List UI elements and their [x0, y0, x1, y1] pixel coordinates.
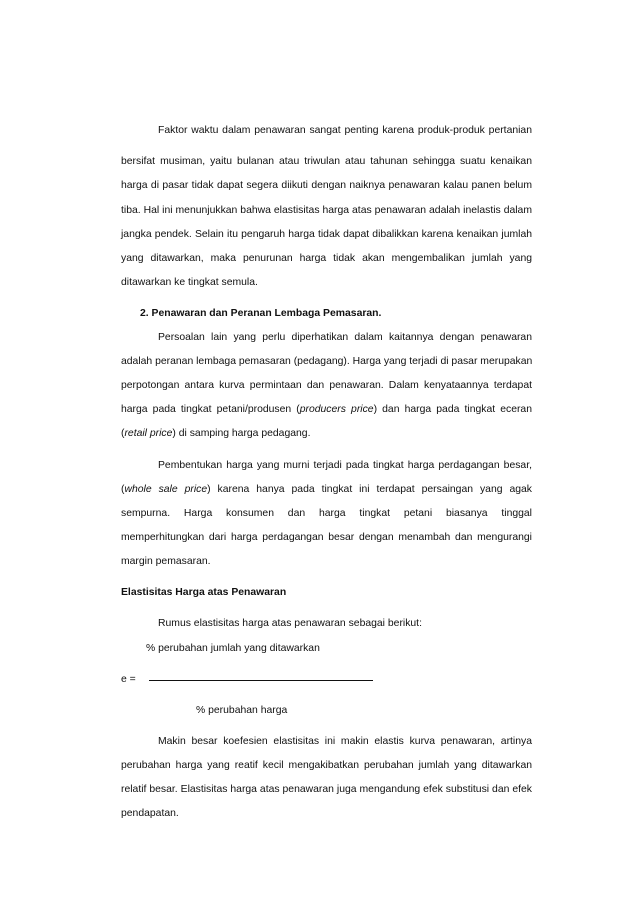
paragraph1-line: tiba. Hal ini menunjukkan bahwa elastisitas harga atas penawaran adalah inelastis dalam — [121, 205, 532, 216]
italic-term: whole sale price — [124, 484, 208, 495]
paragraph1-line: yang ditawarkan, maka penurunan harga tidak akan mengembalikan jumlah yang — [121, 253, 532, 264]
formula-denominator: % perubahan harga — [196, 705, 288, 716]
paragraph3-line: Pembentukan harga yang murni terjadi pada tingkat harga perdagangan besar, — [158, 460, 532, 471]
paragraph3-line: memperhitungkan dari harga perdagangan besar dengan menambah dan mengurangi — [121, 532, 532, 543]
paragraph3-line: sempurna. Harga konsumen dan harga tingkat petani biasanya tinggal — [121, 508, 532, 519]
paragraph4-line: relatif besar. Elastisitas harga atas penawaran juga mengandung efek substitusi dan efek — [121, 784, 532, 795]
fraction-bar — [149, 680, 373, 681]
paragraph3-line: margin pemasaran. — [121, 556, 211, 567]
paragraph1-line: Faktor waktu dalam penawaran sangat penting karena produk-produk pertanian — [158, 125, 532, 136]
elasticity-heading: Elastisitas Harga atas Penawaran — [121, 587, 287, 598]
section2-heading: 2. Penawaran dan Peranan Lembaga Pemasaran. — [140, 308, 382, 319]
paragraph4-line: perubahan harga yang reatif kecil mengakibatkan perubahan jumlah yang ditawarkan — [121, 760, 532, 771]
paragraph1-line: bersifat musiman, yaitu bulanan atau triwulan atau tahunan sehingga suatu kenaikan — [121, 156, 532, 167]
text-run: ( — [121, 428, 125, 439]
formula-numerator: % perubahan jumlah yang ditawarkan — [146, 643, 320, 654]
text-run: ) dan harga pada tingkat eceran — [373, 404, 532, 415]
paragraph1-line: ditawarkan ke tingkat semula. — [121, 277, 258, 288]
text-run: ) karena hanya pada tingkat ini terdapat persaingan yang agak — [207, 484, 532, 495]
paragraph2-line: perpotongan antara kurva permintaan dan penawaran. Dalam kenyataannya terdapat — [121, 380, 532, 391]
paragraph4-line: Makin besar koefesien elastisitas ini makin elastis kurva penawaran, artinya — [158, 736, 532, 747]
italic-term: producers price — [299, 404, 374, 415]
text-run: ) di samping harga pedagang. — [172, 428, 311, 439]
paragraph2-line: Persoalan lain yang perlu diperhatikan dalam kaitannya dengan penawaran — [158, 332, 532, 343]
paragraph2-line — [121, 402, 532, 418]
paragraph1-line: jangka pendek. Selain itu pengaruh harga tidak dapat dibalikkan karena kenaikan jumlah — [121, 229, 532, 240]
formula-intro: Rumus elastisitas harga atas penawaran sebagai berikut: — [158, 618, 422, 629]
paragraph1-line: harga di pasar tidak dapat segera diikuti dengan naiknya penawaran kalau panen belum — [121, 180, 532, 191]
text-run: harga pada tingkat petani/produsen ( — [121, 404, 300, 415]
paragraph3-line — [121, 482, 532, 498]
formula-lhs: e = — [121, 674, 136, 685]
paragraph2-line — [121, 426, 532, 442]
paragraph2-line: adalah peranan lembaga pemasaran (pedagang). Harga yang terjadi di pasar merupakan — [121, 356, 533, 367]
paragraph4-line: pendapatan. — [121, 808, 179, 819]
italic-term: retail price — [124, 428, 173, 439]
text-run: ( — [121, 484, 125, 495]
